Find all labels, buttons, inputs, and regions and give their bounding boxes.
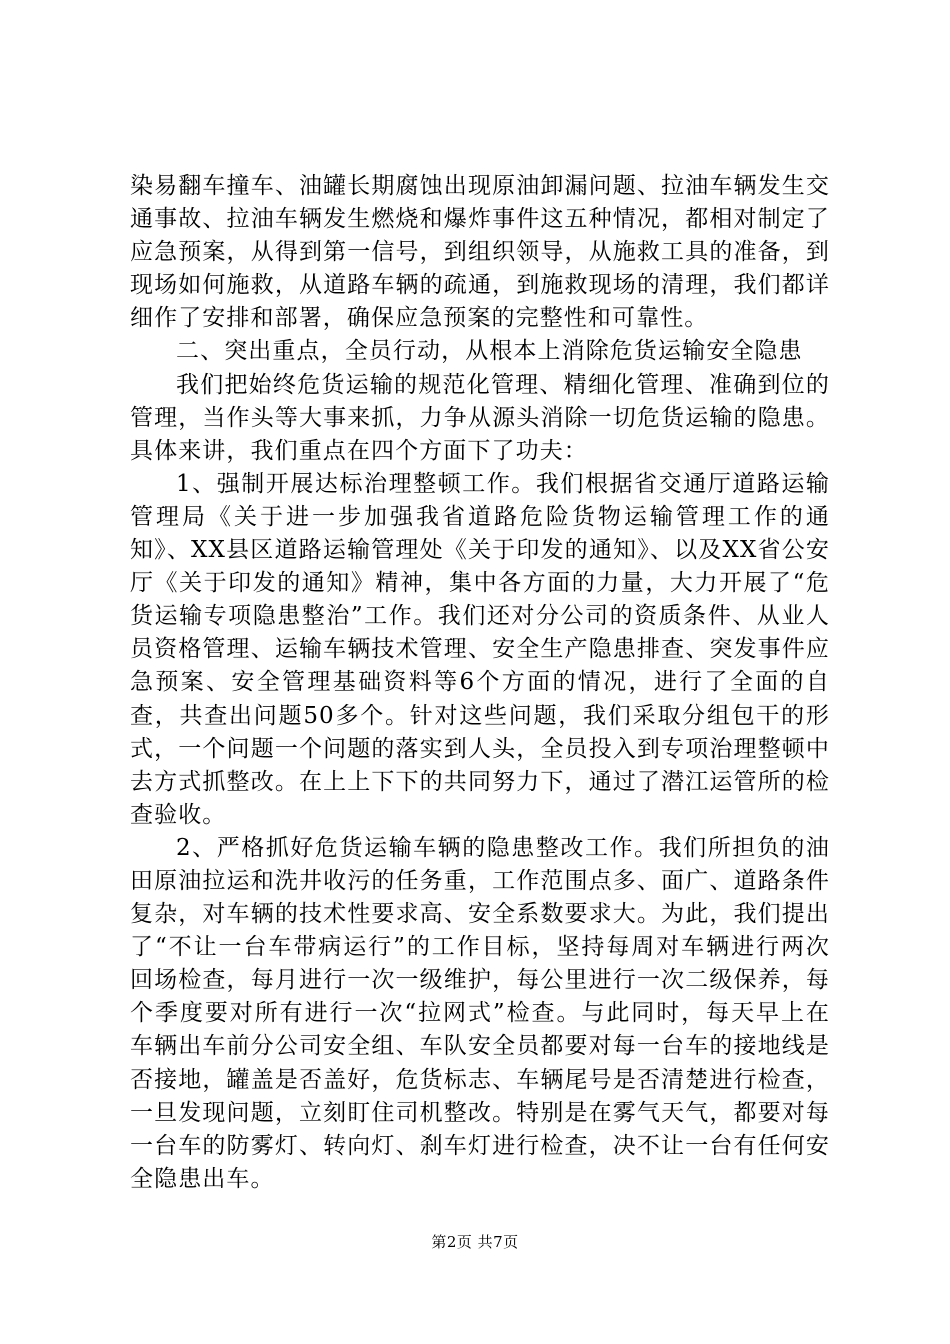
section-heading: 二、突出重点，全员行动，从根本上消除危货运输安全隐患 xyxy=(176,338,803,365)
document-body xyxy=(130,170,830,1196)
paragraph-item-2: 2、严格抓好危货运输车辆的隐患整改工作。我们所担负的油田原油拉运和洗井收污的任务重，工作范围点多、面广、道路条件复杂，对车辆的技术性要求高、安全系数要求大。为此，我们提出了“不让一台车带病运行”的工作目标，坚持每周对车辆进行两次回场检查，每月进行一次一级维护，每公里进行一次二级保养，每个季度要对所有进行一次“拉网式”检查。与此同时，每天早上在车辆出车前分公司安全组、车队安全员都要对每一台车的接地线是否接地，罐盖是否盖好，危货标志、车辆尾号是否清楚进行检查，一旦发现问题，立刻盯住司机整改。特别是在雾气天气，都要对每一台车的防雾灯、转向灯、刹车灯进行检查，决不让一台有任何安全隐患出车。 xyxy=(130,834,830,1192)
paragraph-continuation: 染易翻车撞车、油罐长期腐蚀出现原油卸漏问题、拉油车辆发生交通事故、拉油车辆发生燃烧和爆炸事件这五种情况，都相对制定了应急预案，从得到第一信号，到组织领导，从施救工具的准备，到现场如何施救，从道路车辆的疏通，到施救现场的清理，我们都详细作了安排和部署，确保应急预案的完整性和可靠性。 xyxy=(130,173,830,332)
paragraph-intro: 我们把始终危货运输的规范化管理、精细化管理、准确到位的管理，当作头等大事来抓，力争从源头消除一切危货运输的隐患。具体来讲，我们重点在四个方面下了功夫： xyxy=(130,371,830,464)
page-number-footer: 第2页 共7页 xyxy=(431,1233,519,1251)
paragraph-item-1: 1、强制开展达标治理整顿工作。我们根据省交通厅道路运输管理局《关于进一步加强我省道路危险货物运输管理工作的通知》、XX县区道路运输管理处《关于印发的通知》、以及XX省公安厅《关于印发的通知》精神，集中各方面的力量，大力开展了“危货运输专项隐患整治”工作。我们还对分公司的资质条件、从业人员资格管理、运输车辆技术管理、安全生产隐患排查、突发事件应急预案、安全管理基础资料等6个方面的情况，进行了全面的自查，共查出问题50多个。针对这些问题，我们采取分组包干的形式，一个问题一个问题的落实到人头，全员投入到专项治理整顿中去方式抓整改。在上上下下的共同努力下，通过了潜江运管所的检查验收。 xyxy=(130,470,830,828)
